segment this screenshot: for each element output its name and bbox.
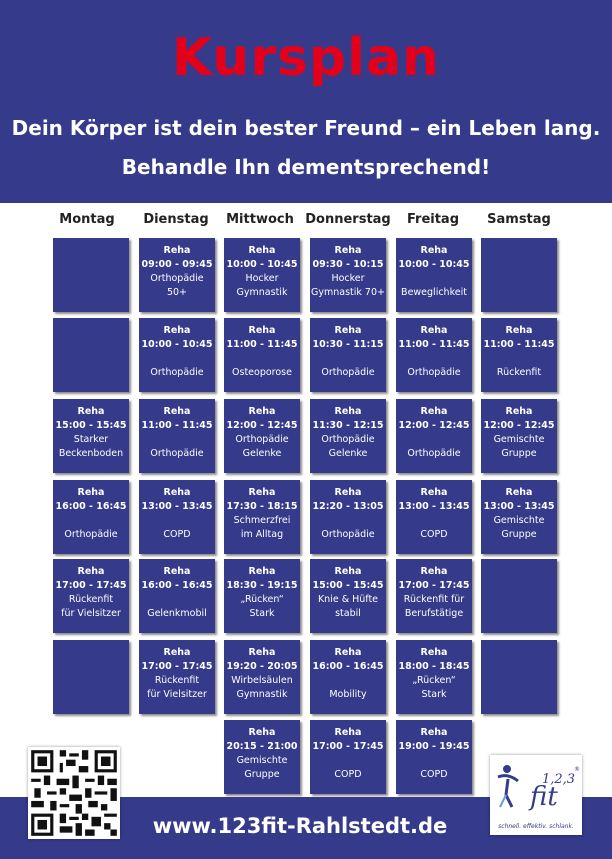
course-time: 12:20 - 13:05 — [312, 501, 384, 512]
course-description: Rückenfit — [154, 675, 200, 686]
course-description: COPD — [334, 769, 362, 780]
course-cell-mittwoch-1 — [224, 238, 300, 312]
subtitle-line-2: Behandle Ihn dementsprechend! — [121, 155, 491, 179]
course-time: 17:00 - 17:45 — [55, 580, 127, 591]
course-description — [310, 352, 386, 366]
course-time: 17:00 - 17:45 — [141, 661, 213, 672]
course-description: Mobility — [329, 689, 367, 700]
course-type: Reha — [163, 406, 191, 417]
course-type: Reha — [248, 566, 276, 577]
course-description: Orthopädie — [150, 273, 204, 284]
qr-code-graphic — [28, 747, 120, 839]
course-description: Orthopädie — [321, 529, 375, 540]
course-cell-montag-6 — [53, 640, 129, 714]
course-description — [139, 593, 215, 607]
course-time: 10:00 - 10:45 — [398, 259, 470, 270]
course-description: Knie & Hüfte — [317, 594, 379, 605]
course-description: COPD — [420, 769, 448, 780]
course-time: 11:00 - 11:45 — [226, 339, 298, 350]
day-mittwoch: Mittwoch — [226, 212, 294, 227]
course-type: Reha — [77, 566, 105, 577]
course-description: Orthopädie — [407, 367, 461, 378]
website-url[interactable]: www.123fit-Rahlstedt.de — [152, 814, 448, 838]
course-time: 13:00 - 13:45 — [483, 501, 555, 512]
course-type: Reha — [420, 487, 448, 498]
course-cell-dienstag-3 — [139, 399, 215, 473]
course-description: Hocker — [245, 273, 279, 284]
day-freitag: Freitag — [406, 212, 460, 227]
course-type: Reha — [248, 487, 276, 498]
day-samstag: Samstag — [487, 212, 551, 227]
course-description — [396, 433, 472, 447]
course-cell-dienstag-4 — [139, 480, 215, 554]
course-cell-freitag-5 — [396, 559, 472, 633]
course-time: 10:30 - 11:15 — [312, 339, 384, 350]
course-description: 50+ — [166, 287, 188, 298]
course-type: Reha — [505, 325, 533, 336]
course-time: 10:00 - 10:45 — [141, 339, 213, 350]
weekday-header-row — [0, 212, 612, 232]
page-title: Kursplan — [171, 28, 441, 88]
course-time: 18:00 - 18:45 — [398, 661, 470, 672]
course-type: Reha — [334, 566, 362, 577]
course-type: Reha — [420, 325, 448, 336]
course-time: 19:20 - 20:05 — [226, 661, 298, 672]
course-description: Orthopädie — [150, 367, 204, 378]
course-description: COPD — [163, 529, 191, 540]
course-type: Reha — [248, 325, 276, 336]
course-description: Beckenboden — [58, 448, 124, 459]
course-cell-freitag-7 — [396, 720, 472, 794]
course-time: 09:00 - 09:45 — [141, 259, 213, 270]
qr-code-icon[interactable] — [28, 747, 120, 839]
course-type: Reha — [505, 487, 533, 498]
course-time: 12:00 - 12:45 — [483, 420, 555, 431]
course-type: Reha — [420, 727, 448, 738]
course-cell-freitag-4 — [396, 480, 472, 554]
course-time: 17:30 - 18:15 — [226, 501, 298, 512]
course-description: Orthopädie — [150, 448, 204, 459]
day-dienstag: Dienstag — [143, 212, 209, 227]
course-description: für Vielsitzer — [147, 689, 207, 700]
course-time: 12:00 - 12:45 — [398, 420, 470, 431]
course-description — [396, 754, 472, 768]
course-time: 16:00 - 16:45 — [312, 661, 384, 672]
course-description — [396, 352, 472, 366]
course-description: Rückenfit — [496, 367, 542, 378]
course-time: 13:00 - 13:45 — [398, 501, 470, 512]
course-cell-mittwoch-2 — [224, 318, 300, 392]
course-description — [224, 352, 300, 366]
course-description: Gruppe — [501, 448, 537, 459]
course-time: 10:00 - 10:45 — [226, 259, 298, 270]
course-type: Reha — [334, 487, 362, 498]
course-description: Hocker — [331, 273, 365, 284]
course-cell-mittwoch-3 — [224, 399, 300, 473]
course-time: 11:00 - 11:45 — [483, 339, 555, 350]
course-description: Gymnastik 70+ — [311, 287, 385, 298]
course-type: Reha — [163, 245, 191, 256]
course-description — [139, 514, 215, 528]
course-cell-montag-2 — [53, 318, 129, 392]
course-description: Osteoporose — [232, 367, 292, 378]
course-cell-dienstag-5 — [139, 559, 215, 633]
svg-text:fit: fit — [530, 782, 558, 812]
course-cell-dienstag-6 — [139, 640, 215, 714]
course-description — [310, 674, 386, 688]
logo-graphic — [490, 755, 582, 825]
course-type: Reha — [420, 245, 448, 256]
course-description: „Rücken“ — [240, 594, 284, 605]
course-cell-donnerstag-7 — [310, 720, 386, 794]
course-cell-freitag-1 — [396, 238, 472, 312]
course-description: Orthopädie — [407, 448, 461, 459]
course-description: Gymnastik — [236, 287, 288, 298]
course-description — [139, 433, 215, 447]
course-time: 13:00 - 13:45 — [141, 501, 213, 512]
course-description: Orthopädie — [64, 529, 118, 540]
course-description — [310, 514, 386, 528]
course-cell-samstag-5 — [481, 559, 557, 633]
course-cell-samstag-4 — [481, 480, 557, 554]
course-description — [396, 514, 472, 528]
course-type: Reha — [420, 406, 448, 417]
course-cell-donnerstag-3 — [310, 399, 386, 473]
course-time: 19:00 - 19:45 — [398, 741, 470, 752]
course-time: 16:00 - 16:45 — [55, 501, 127, 512]
course-cell-montag-4 — [53, 480, 129, 554]
course-time: 18:30 - 19:15 — [226, 580, 298, 591]
course-description: Gemischte — [236, 755, 288, 766]
course-cell-mittwoch-6 — [224, 640, 300, 714]
course-cell-samstag-2 — [481, 318, 557, 392]
course-description: Gymnastik — [236, 689, 288, 700]
course-description: Gelenkmobil — [147, 608, 207, 619]
course-cell-samstag-1 — [481, 238, 557, 312]
course-time: 17:00 - 17:45 — [398, 580, 470, 591]
course-cell-samstag-6 — [481, 640, 557, 714]
course-description — [139, 352, 215, 366]
course-description: „Rücken“ — [412, 675, 456, 686]
course-description: im Alltag — [240, 529, 284, 540]
course-cell-donnerstag-2 — [310, 318, 386, 392]
course-time: 09:30 - 10:15 — [312, 259, 384, 270]
course-cell-mittwoch-5 — [224, 559, 300, 633]
subtitle-line-1: Dein Körper ist dein bester Freund – ein Leben lang. — [11, 116, 601, 140]
course-description — [53, 514, 129, 528]
logo-tagline: schnell. effektiv. schlank. — [498, 823, 574, 830]
course-description: Wirbelsäulen — [231, 675, 293, 686]
course-cell-donnerstag-4 — [310, 480, 386, 554]
course-time: 16:00 - 16:45 — [141, 580, 213, 591]
day-donnerstag: Donnerstag — [305, 212, 391, 227]
course-description: Beweglichkeit — [401, 287, 467, 298]
course-description: Orthopädie — [235, 434, 289, 445]
course-cell-donnerstag-5 — [310, 559, 386, 633]
course-cell-mittwoch-7 — [224, 720, 300, 794]
course-description: Gelenke — [242, 448, 282, 459]
course-description: Gelenke — [328, 448, 368, 459]
course-cell-donnerstag-6 — [310, 640, 386, 714]
course-cell-freitag-6 — [396, 640, 472, 714]
course-time: 11:30 - 12:15 — [312, 420, 384, 431]
course-type: Reha — [505, 406, 533, 417]
course-description: COPD — [420, 529, 448, 540]
course-type: Reha — [163, 647, 191, 658]
course-description: Stark — [249, 608, 275, 619]
course-type: Reha — [248, 727, 276, 738]
svg-text:1,2,3: 1,2,3 — [542, 772, 576, 787]
course-time: 20:15 - 21:00 — [226, 741, 298, 752]
course-time: 17:00 - 17:45 — [312, 741, 384, 752]
course-type: Reha — [163, 566, 191, 577]
course-time: 15:00 - 15:45 — [55, 420, 127, 431]
course-description: Orthopädie — [321, 367, 375, 378]
course-cell-dienstag-2 — [139, 318, 215, 392]
course-time: 12:00 - 12:45 — [226, 420, 298, 431]
course-cell-samstag-3 — [481, 399, 557, 473]
course-cell-montag-3 — [53, 399, 129, 473]
course-cell-montag-1 — [53, 238, 129, 312]
course-description — [396, 272, 472, 286]
day-montag: Montag — [59, 212, 115, 227]
course-cell-mittwoch-4 — [224, 480, 300, 554]
course-type: Reha — [248, 647, 276, 658]
course-description: Orthopädie — [321, 434, 375, 445]
course-type: Reha — [334, 325, 362, 336]
svg-text:®: ® — [574, 766, 580, 773]
course-type: Reha — [334, 727, 362, 738]
course-description: Berufstätige — [404, 608, 464, 619]
course-type: Reha — [420, 566, 448, 577]
course-description: Gemischte — [493, 515, 545, 526]
course-description — [481, 352, 557, 366]
course-type: Reha — [77, 406, 105, 417]
course-type: Reha — [334, 406, 362, 417]
course-description: Schmerzfrei — [233, 515, 291, 526]
course-description: Rückenfit — [68, 594, 114, 605]
course-description: Gemischte — [493, 434, 545, 445]
course-description: stabil — [335, 608, 361, 619]
course-cell-dienstag-1 — [139, 238, 215, 312]
course-type: Reha — [334, 245, 362, 256]
course-type: Reha — [420, 647, 448, 658]
course-description — [310, 754, 386, 768]
course-cell-freitag-2 — [396, 318, 472, 392]
course-description: Gruppe — [244, 769, 280, 780]
course-time: 11:00 - 11:45 — [141, 420, 213, 431]
course-type: Reha — [77, 487, 105, 498]
course-type: Reha — [163, 325, 191, 336]
course-description: Rückenfit für — [403, 594, 465, 605]
course-type: Reha — [334, 647, 362, 658]
course-description: Starker — [73, 434, 109, 445]
course-cell-donnerstag-1 — [310, 238, 386, 312]
course-description: Gruppe — [501, 529, 537, 540]
course-cell-freitag-3 — [396, 399, 472, 473]
course-type: Reha — [248, 406, 276, 417]
course-description: für Vielsitzer — [61, 608, 121, 619]
course-time: 11:00 - 11:45 — [398, 339, 470, 350]
course-type: Reha — [163, 487, 191, 498]
course-description: Stark — [421, 689, 447, 700]
course-time: 15:00 - 15:45 — [312, 580, 384, 591]
course-cell-montag-5 — [53, 559, 129, 633]
course-type: Reha — [248, 245, 276, 256]
123fit-logo-icon[interactable] — [490, 755, 582, 835]
